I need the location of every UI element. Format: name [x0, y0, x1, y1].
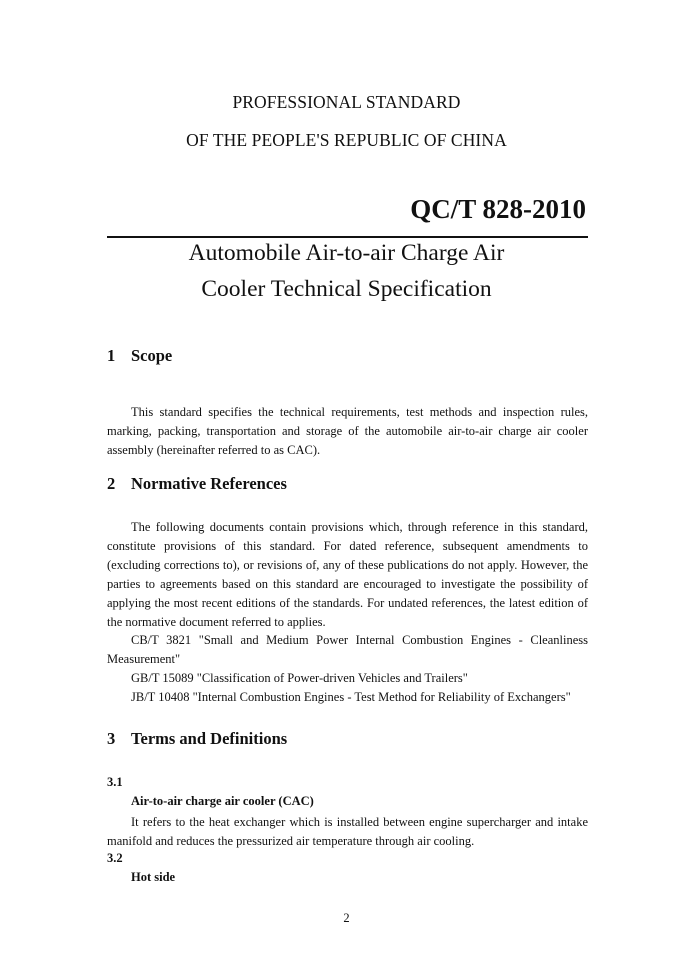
- section-1-heading: [107, 346, 172, 366]
- section-title: Normative References: [131, 474, 287, 493]
- section-2-heading: [107, 474, 287, 494]
- term-definition: It refers to the heat exchanger which is installed between engine supercharger and intake manifold and reduces the pressurized air temperature through air cooling.: [107, 815, 588, 848]
- references-intro-paragraph: The following documents contain provisions which, through reference in this standard, constitute provisions of this standard. For dated reference, subsequent amendments to (excluding corrections to), or revisions of, any of these publications do not apply. However, the parties to agreements based on this standard are encouraged to investigate the possibility of applying the most recent editions of the standards. For undated references, the latest edition of the normative document referred to applies.: [107, 520, 588, 629]
- document-title-line-2: Cooler Technical Specification: [201, 276, 492, 302]
- section-title: Scope: [131, 346, 173, 365]
- reference-item: GB/T 15089 "Classification of Power-driven Vehicles and Trailers": [131, 671, 468, 685]
- standard-code: QC/T 828-2010: [410, 194, 586, 224]
- title-divider: [107, 236, 588, 238]
- scope-paragraph: This standard specifies the technical requirements, test methods and inspection rules, marking, packing, transportation and storage of the automobile air-to-air charge air cooler assembly (hereinafter referred to as CAC).: [107, 405, 588, 457]
- section-title: Terms and Definitions: [131, 729, 288, 748]
- clause-number: 3.2: [107, 851, 123, 865]
- section-number: 1: [107, 346, 116, 365]
- section-number: 3: [107, 729, 116, 748]
- standard-type-line-2: OF THE PEOPLE'S REPUBLIC OF CHINA: [186, 130, 507, 150]
- term-name: Air-to-air charge air cooler (CAC): [131, 794, 314, 808]
- reference-item: CB/T 3821 "Small and Medium Power Internal Combustion Engines - Cleanliness Measurement": [107, 633, 588, 666]
- reference-item: JB/T 10408 "Internal Combustion Engines - Test Method for Reliability of Exchangers": [131, 690, 571, 704]
- page-number: 2: [343, 911, 350, 925]
- term-name: Hot side: [131, 870, 176, 884]
- section-number: 2: [107, 474, 116, 493]
- document-title-line-1: Automobile Air-to-air Charge Air: [188, 240, 505, 266]
- clause-number: 3.1: [107, 775, 123, 789]
- section-3-heading: [107, 729, 287, 749]
- standard-type-line-1: PROFESSIONAL STANDARD: [232, 92, 461, 112]
